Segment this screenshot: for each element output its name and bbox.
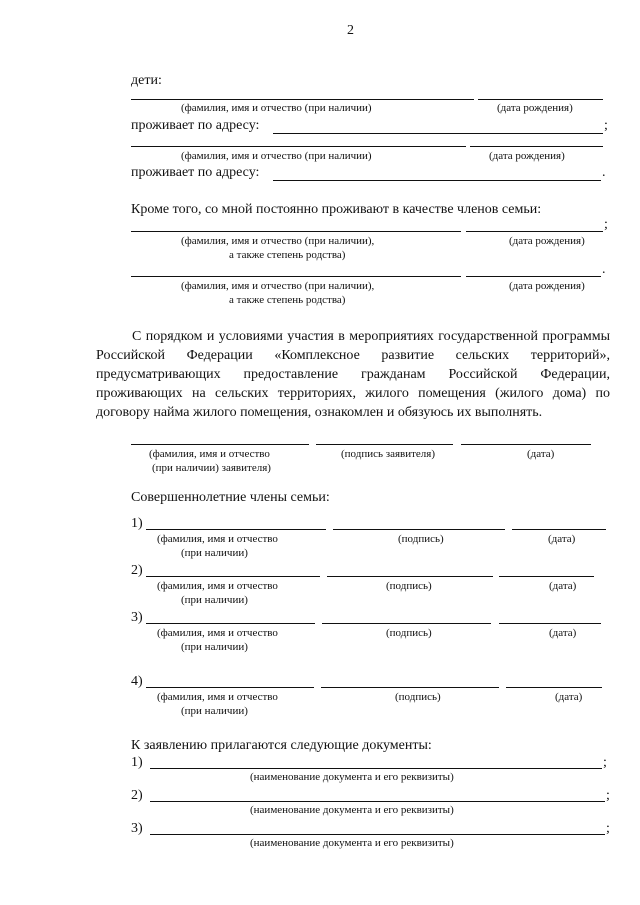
document-1-end-mark: ; bbox=[603, 755, 607, 770]
child-2-end-mark: . bbox=[602, 165, 606, 180]
document-3-number: 3) bbox=[131, 821, 143, 836]
page-number: 2 bbox=[347, 23, 354, 38]
adult-2-name-caption-2: (при наличии) bbox=[181, 594, 248, 606]
family-1-name-caption: (фамилия, имя и отчество (при наличии), bbox=[181, 235, 375, 247]
child-1-address-label: проживает по адресу: bbox=[131, 118, 260, 133]
document-2-line bbox=[150, 801, 605, 802]
applicant-name-caption: (фамилия, имя и отчество bbox=[149, 448, 270, 460]
applicant-signature-caption: (подпись заявителя) bbox=[341, 448, 436, 460]
adult-3-name-caption: (фамилия, имя и отчество bbox=[157, 627, 278, 639]
applicant-date-caption: (дата) bbox=[527, 448, 555, 460]
adult-3-name-caption-2: (при наличии) bbox=[181, 641, 248, 653]
adult-4-name-line bbox=[146, 687, 314, 688]
family-2-end-mark: . bbox=[602, 262, 606, 277]
document-1-line bbox=[150, 768, 602, 769]
adult-4-signature-line bbox=[321, 687, 499, 688]
adult-4-number: 4) bbox=[131, 674, 143, 689]
child-2-name-line bbox=[131, 146, 466, 147]
child-2-date-line bbox=[470, 146, 603, 147]
adult-2-date-line bbox=[499, 576, 594, 577]
adult-4-name-caption: (фамилия, имя и отчество bbox=[157, 691, 278, 703]
document-3-line bbox=[150, 834, 605, 835]
family-2-date-caption: (дата рождения) bbox=[509, 280, 585, 292]
child-1-date-line bbox=[478, 99, 603, 100]
family-1-relation-caption: а также степень родства) bbox=[229, 249, 346, 261]
child-1-date-caption: (дата рождения) bbox=[497, 102, 573, 114]
adult-1-date-line bbox=[512, 529, 606, 530]
child-1-address-line bbox=[273, 133, 603, 134]
adult-1-name-caption: (фамилия, имя и отчество bbox=[157, 533, 278, 545]
family-1-date-line bbox=[466, 231, 603, 232]
adult-1-number: 1) bbox=[131, 516, 143, 531]
applicant-signature-line bbox=[316, 444, 453, 445]
child-2-name-caption: (фамилия, имя и отчество (при наличии) bbox=[181, 150, 372, 162]
child-1-name-caption: (фамилия, имя и отчество (при наличии) bbox=[181, 102, 372, 114]
child-2-address-line bbox=[273, 180, 601, 181]
applicant-name-line bbox=[131, 444, 309, 445]
family-2-name-caption: (фамилия, имя и отчество (при наличии), bbox=[181, 280, 375, 292]
document-2-end-mark: ; bbox=[606, 788, 610, 803]
family-1-name-line bbox=[131, 231, 461, 232]
document-3-caption: (наименование документа и его реквизиты) bbox=[250, 837, 454, 849]
adult-1-signature-line bbox=[333, 529, 505, 530]
adult-4-date-line bbox=[506, 687, 602, 688]
adult-1-signature-caption: (подпись) bbox=[398, 533, 444, 545]
adult-1-name-line bbox=[146, 529, 326, 530]
adult-3-date-caption: (дата) bbox=[549, 627, 577, 639]
family-2-name-line bbox=[131, 276, 461, 277]
agreement-paragraph: С порядком и условиями участия в мероприятиях государственной программы Российской Федерации «Комплексное развитие сельских территорий», предусматривающих предоставление гражданам Российской Федерации, проживающих на сельских территориях, жилого помещения (жилого дома) по договору найма жилого помещения, ознакомлен и обязуюсь их выполнять. bbox=[96, 329, 610, 420]
adult-3-number: 3) bbox=[131, 610, 143, 625]
family-1-date-caption: (дата рождения) bbox=[509, 235, 585, 247]
adult-3-date-line bbox=[499, 623, 601, 624]
family-intro: Кроме того, со мной постоянно проживают в качестве членов семьи: bbox=[131, 202, 542, 217]
adult-2-date-caption: (дата) bbox=[549, 580, 577, 592]
child-1-name-line bbox=[131, 99, 474, 100]
adult-1-name-caption-2: (при наличии) bbox=[181, 547, 248, 559]
children-heading: дети: bbox=[131, 73, 162, 88]
adult-4-name-caption-2: (при наличии) bbox=[181, 705, 248, 717]
adults-heading: Совершеннолетние члены семьи: bbox=[131, 490, 330, 505]
document-2-number: 2) bbox=[131, 788, 143, 803]
adult-3-name-line bbox=[146, 623, 315, 624]
family-1-end-mark: ; bbox=[604, 217, 608, 232]
adult-2-name-line bbox=[146, 576, 320, 577]
family-2-date-line bbox=[466, 276, 601, 277]
adult-4-signature-caption: (подпись) bbox=[395, 691, 441, 703]
adult-4-date-caption: (дата) bbox=[555, 691, 583, 703]
documents-heading: К заявлению прилагаются следующие документы: bbox=[131, 738, 432, 753]
child-1-end-mark: ; bbox=[604, 118, 608, 133]
applicant-name-caption-2: (при наличии) заявителя) bbox=[152, 462, 271, 474]
family-2-relation-caption: а также степень родства) bbox=[229, 294, 346, 306]
document-1-number: 1) bbox=[131, 755, 143, 770]
document-1-caption: (наименование документа и его реквизиты) bbox=[250, 771, 454, 783]
adult-2-signature-caption: (подпись) bbox=[386, 580, 432, 592]
child-2-date-caption: (дата рождения) bbox=[489, 150, 565, 162]
adult-2-signature-line bbox=[327, 576, 493, 577]
adult-2-number: 2) bbox=[131, 563, 143, 578]
applicant-date-line bbox=[461, 444, 591, 445]
document-2-caption: (наименование документа и его реквизиты) bbox=[250, 804, 454, 816]
adult-1-date-caption: (дата) bbox=[548, 533, 576, 545]
adult-3-signature-line bbox=[322, 623, 491, 624]
child-2-address-label: проживает по адресу: bbox=[131, 165, 260, 180]
adult-3-signature-caption: (подпись) bbox=[386, 627, 432, 639]
document-3-end-mark: ; bbox=[606, 821, 610, 836]
adult-2-name-caption: (фамилия, имя и отчество bbox=[157, 580, 278, 592]
